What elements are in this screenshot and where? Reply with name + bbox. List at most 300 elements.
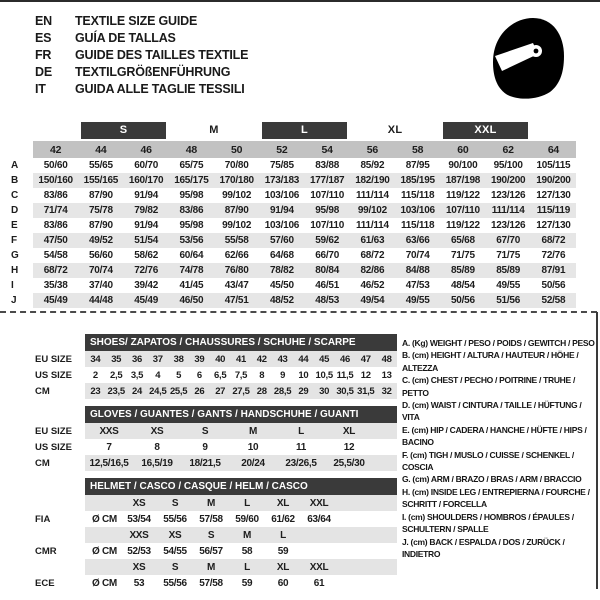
data-cell: XL [325, 423, 373, 439]
helmet-size-header: XS [121, 559, 157, 575]
data-cell: 10 [298, 369, 309, 381]
measurement-cell: 85/92 [360, 160, 385, 171]
data-cell: 37 [147, 351, 168, 367]
size-column-header: 44 [78, 141, 123, 158]
measurement-cell: 50/56 [440, 293, 485, 308]
measurement-cell: 61/63 [350, 233, 395, 248]
helmet-size-header: M [229, 527, 265, 543]
data-cell: 46 [335, 351, 356, 367]
row-label: EU SIZE [35, 423, 85, 439]
measurement-cell: 46/51 [315, 280, 340, 291]
size-group-row [3, 122, 576, 141]
data-cell: 8 [154, 441, 160, 453]
row-label-spacer [35, 495, 85, 511]
data-cell: 28 [251, 383, 272, 399]
filler-cell [337, 543, 397, 559]
data-cell: L [277, 423, 325, 439]
data-cell: 42 [251, 351, 272, 367]
measurement-cell: 87/90 [214, 203, 259, 218]
data-cell: 8 [259, 369, 265, 381]
measurement-cell: 85/89 [440, 263, 485, 278]
measurement-cell: 165/175 [169, 173, 214, 188]
data-cell: 12 [343, 441, 355, 453]
visor-pivot-dot-icon [534, 49, 539, 54]
helmet-value-row [35, 543, 397, 559]
measurement-cell: 48/54 [451, 280, 475, 291]
measurement-cell: 65/68 [440, 233, 485, 248]
helmet-value-cell: 53 [133, 577, 145, 589]
measurement-cell: 54/58 [43, 250, 68, 261]
size-group-cell [169, 122, 260, 141]
data-cell: M [229, 423, 277, 439]
legend-item: D. (cm) WAIST / CINTURA / TAILLE / HÜFTUNG / VITA [402, 400, 582, 423]
data-cell: 36 [127, 351, 148, 367]
helmet-value-cell: 60 [277, 577, 289, 589]
size-group-label: XL [387, 124, 403, 136]
unit-spacer [85, 559, 121, 575]
data-cell: 11 [296, 441, 306, 453]
table-title: GLOVES / GUANTES / GANTS / HANDSCHUHE / GUANTI [85, 406, 397, 423]
data-cell: 6 [196, 369, 202, 381]
measurement-cell: 83/86 [43, 190, 68, 201]
data-cell: 30 [314, 383, 335, 399]
size-group-cell [78, 122, 169, 141]
data-row [35, 423, 397, 439]
measurement-cell: 91/94 [134, 190, 159, 201]
measurement-cell: 60/70 [134, 160, 159, 171]
measurement-cell: 39/42 [134, 280, 159, 291]
measurement-row [3, 218, 576, 233]
measurement-row [3, 293, 576, 308]
legend-item: F. (cm) TIGH / MUSLO / CUISSE / SCHENKEL / COSCIA [402, 449, 574, 473]
size-number-row [3, 141, 576, 158]
data-cell: 23/26,5 [277, 455, 325, 471]
row-label: US SIZE [35, 439, 85, 455]
unit-spacer [85, 495, 121, 511]
measurement-cell: 119/122 [445, 220, 480, 231]
language-title: TEXTILE SIZE GUIDE [75, 14, 198, 28]
measurement-cell: 90/100 [448, 160, 478, 171]
measurement-cell: 47/50 [33, 233, 78, 248]
helmet-size-header: XL [265, 559, 301, 575]
data-cell: 4 [155, 369, 161, 381]
helmet-size-row [35, 495, 397, 511]
measurement-row [3, 233, 576, 248]
measurement-cell: 48/52 [259, 293, 304, 308]
gloves-table [35, 406, 397, 471]
helmet-value-cell: 56/57 [199, 545, 223, 557]
measurement-cell: 123/126 [490, 190, 526, 201]
data-cell: 45 [314, 351, 335, 367]
legend-item: E. (cm) HIP / CADERA / HANCHE / HÜFTE / HIPS / BACINO [402, 424, 587, 448]
data-cell: 12 [360, 369, 371, 381]
measurement-row-label: D [3, 203, 33, 218]
data-cell: 38 [168, 351, 189, 367]
helmet-value-cell: 57/58 [199, 577, 223, 589]
table-title: SHOES/ ZAPATOS / CHAUSSURES / SCHUHE / SCARPE [85, 334, 397, 351]
measurement-cell: 119/122 [445, 190, 480, 201]
language-title: GUIDE DES TAILLES TEXTILE [75, 48, 249, 62]
filler-cell [373, 439, 397, 455]
measurement-cell: 115/118 [400, 190, 435, 201]
top-border-line [0, 0, 600, 2]
measurement-cell: 111/114 [356, 220, 389, 231]
measurement-cell: 58/62 [134, 250, 159, 261]
measurement-cell: 115/119 [531, 203, 576, 218]
measurement-cell: 111/114 [486, 203, 531, 218]
language-code: DE [35, 65, 52, 79]
measurement-cell: 45/49 [33, 293, 78, 308]
measurement-row-label: I [3, 278, 33, 293]
data-cell: 9 [280, 369, 286, 381]
data-cell: 24,5 [147, 383, 168, 399]
helmet-value-cell: 61 [313, 577, 325, 589]
measurement-cell: 66/70 [315, 250, 340, 261]
size-group-spacer [33, 122, 78, 141]
helmet-value-row [35, 575, 397, 591]
language-row [35, 47, 248, 64]
size-group-spacer [531, 122, 576, 141]
measurement-cell: 83/86 [169, 203, 214, 218]
data-cell: 20/24 [229, 455, 277, 471]
helmet-size-header [301, 527, 337, 543]
size-column-header: 42 [33, 141, 78, 158]
filler-cell [337, 527, 397, 543]
measurement-cell: 84/88 [395, 263, 440, 278]
measurement-cell: 127/130 [536, 190, 571, 201]
data-cell: 32 [376, 383, 397, 399]
helmet-size-header: M [193, 495, 229, 511]
measurement-cell: 55/65 [88, 160, 113, 171]
language-list [35, 13, 248, 98]
size-column-header: 58 [395, 141, 440, 158]
legend-item: G. (cm) ARM / BRAZO / BRAS / ARM / BRACCIO [402, 474, 582, 485]
legend [402, 337, 598, 560]
data-cell: 11,5 [336, 369, 354, 381]
data-cell: XS [133, 423, 181, 439]
measurement-cell: 51/54 [124, 233, 169, 248]
helmet-size-header: M [193, 559, 229, 575]
filler-cell [337, 511, 397, 527]
unit-label: Ø CM [92, 513, 117, 525]
measurement-cell: 190/200 [486, 173, 531, 188]
helmet-value-cell: 53/54 [127, 513, 151, 525]
helmet-size-header: S [157, 495, 193, 511]
data-cell: 9 [202, 441, 208, 453]
measurement-cell: 115/118 [400, 220, 435, 231]
measurement-cell: 95/100 [493, 160, 523, 171]
measurement-cell: 67/70 [486, 233, 531, 248]
title-spacer [35, 334, 85, 351]
filler-cell [373, 423, 397, 439]
measurement-cell: 127/130 [536, 220, 571, 231]
measurement-cell: 53/56 [169, 233, 214, 248]
measurement-cell: 75/85 [270, 160, 294, 171]
row-label: CM [35, 383, 85, 399]
standard-label: FIA [35, 511, 85, 527]
language-title: GUIDA ALLE TAGLIE TESSILI [75, 82, 245, 96]
measurement-cell: 47/51 [214, 293, 259, 308]
measurement-row [3, 263, 576, 278]
row-label: EU SIZE [35, 351, 85, 367]
data-cell: 24 [127, 383, 148, 399]
helmet-size-header: XXL [301, 559, 337, 575]
measurement-cell: 80/84 [305, 263, 350, 278]
helmet-value-cell: 54/55 [163, 545, 187, 557]
measurement-cell: 91/94 [259, 203, 304, 218]
measurement-cell: 65/75 [179, 160, 204, 171]
data-cell: 12,5/16,5 [85, 455, 133, 471]
helmet-value-cell: 52/53 [127, 545, 151, 557]
measurement-cell: 103/106 [264, 220, 300, 231]
data-cell: 47 [355, 351, 376, 367]
size-column-header: 54 [305, 141, 350, 158]
measurement-cell: 85/89 [486, 263, 531, 278]
measurement-cell: 87/90 [88, 190, 113, 201]
measurement-cell: 41/45 [179, 280, 204, 291]
table-title-row [35, 478, 397, 495]
size-group-label: S [81, 122, 166, 139]
data-cell: 39 [189, 351, 210, 367]
measurement-row-label: G [3, 248, 33, 263]
size-group-cell [259, 122, 350, 141]
measurement-cell: 48/53 [305, 293, 350, 308]
measurement-cell: 49/52 [78, 233, 123, 248]
measurement-cell: 35/38 [43, 280, 68, 291]
size-column-header: 56 [350, 141, 395, 158]
row-label: US SIZE [35, 367, 85, 383]
data-cell: 26 [189, 383, 210, 399]
helmet-size-row [35, 559, 397, 575]
helmet-size-header: L [265, 527, 301, 543]
measurement-cell: 50/56 [541, 280, 566, 291]
legend-item: A. (Kg) WEIGHT / PESO / POIDS / GEWITCH / PESO [402, 338, 595, 348]
gloves-table-wrap [35, 406, 397, 471]
measurement-row [3, 203, 576, 218]
measurement-cell: 71/75 [496, 250, 521, 261]
data-cell: 27,5 [231, 383, 252, 399]
data-cell: 23 [85, 383, 106, 399]
measurement-cell: 72/76 [124, 263, 169, 278]
measurement-cell: 155/165 [78, 173, 123, 188]
measurement-cell: 49/55 [395, 293, 440, 308]
measurement-cell: 68/72 [531, 233, 576, 248]
measurement-cell: 123/126 [490, 220, 526, 231]
standard-label: CMR [35, 543, 85, 559]
helmet-table-wrap [35, 478, 397, 591]
measurement-row [3, 173, 576, 188]
row-label-spacer [35, 559, 85, 575]
measurement-cell: 71/75 [451, 250, 475, 261]
measurement-row-label: F [3, 233, 33, 248]
measurement-cell: 87/95 [405, 160, 430, 171]
filler-cell [373, 455, 397, 471]
data-row [35, 367, 397, 383]
measurement-row-label: E [3, 218, 33, 233]
measurement-cell: 64/68 [270, 250, 294, 261]
helmet-size-header: S [157, 559, 193, 575]
data-cell: 23,5 [106, 383, 127, 399]
legend-item: C. (cm) CHEST / PECHO / POITRINE / TRUHE / PETTO [402, 375, 576, 398]
measurement-cell: 70/74 [405, 250, 430, 261]
measurement-cell: 71/74 [33, 203, 78, 218]
data-cell: 31,5 [355, 383, 376, 399]
measurement-cell: 107/110 [440, 203, 485, 218]
data-cell: 2 [92, 369, 98, 381]
size-column-header: 60 [440, 141, 485, 158]
measurement-cell: 57/60 [259, 233, 304, 248]
measurement-cell: 82/86 [350, 263, 395, 278]
data-cell: 13 [381, 369, 392, 381]
racing-helmet-icon [488, 12, 568, 104]
data-cell: 10 [247, 441, 259, 453]
measurement-cell: 99/102 [222, 190, 252, 201]
helmet-value-row [35, 511, 397, 527]
measurement-cell: 150/160 [33, 173, 78, 188]
measurement-row-label: C [3, 188, 33, 203]
measurement-cell: 182/190 [350, 173, 395, 188]
helmet-value-cell [301, 543, 337, 559]
measurement-cell: 173/183 [259, 173, 304, 188]
row-label-spacer [35, 527, 85, 543]
language-row [35, 13, 248, 30]
data-cell: 7,5 [234, 369, 248, 381]
helmet-size-header: L [229, 495, 265, 511]
standard-label: ECE [35, 575, 85, 591]
measurement-cell: 45/49 [124, 293, 169, 308]
size-column-header: 48 [169, 141, 214, 158]
size-number-spacer [3, 141, 33, 158]
unit-label: Ø CM [92, 577, 117, 589]
measurement-cell: 76/80 [214, 263, 259, 278]
helmet-value-cell: 61/62 [271, 513, 295, 525]
helmet-size-header: S [193, 527, 229, 543]
helmet-value-cell: 59/60 [235, 513, 259, 525]
helmet-size-row [35, 527, 397, 543]
data-cell: 40 [210, 351, 231, 367]
measurement-cell: 74/78 [169, 263, 214, 278]
data-cell: 43 [272, 351, 293, 367]
measurement-cell: 44/48 [78, 293, 123, 308]
data-cell: 18/21,5 [181, 455, 229, 471]
measurement-cell: 70/74 [78, 263, 123, 278]
measurement-cell: 103/106 [264, 190, 300, 201]
measurement-cell: 50/60 [43, 160, 68, 171]
size-column-header: 46 [124, 141, 169, 158]
measurement-cell: 177/187 [305, 173, 350, 188]
helmet-size-header: XXL [301, 495, 337, 511]
measurement-row [3, 158, 576, 173]
helmet-value-cell: 59 [241, 577, 253, 589]
data-row [35, 383, 397, 399]
language-title: GUÍA DE TALLAS [75, 31, 176, 45]
row-label: CM [35, 455, 85, 471]
unit-label: Ø CM [92, 545, 117, 557]
measurement-cell: 56/60 [88, 250, 113, 261]
size-group-label: M [209, 124, 219, 136]
measurement-cell: 87/91 [531, 263, 576, 278]
language-title: TEXTILGRÖßENFÜHRUNG [75, 65, 231, 79]
measurement-cell: 45/50 [270, 280, 294, 291]
size-group-label: XXL [443, 122, 528, 139]
filler-cell [337, 575, 397, 591]
legend-item: J. (cm) BACK / ESPALDA / DOS / ZURÜCK / INDIETRO [402, 536, 565, 559]
data-cell: 10,5 [315, 369, 333, 381]
measurement-cell: 170/180 [214, 173, 259, 188]
helmet-value-cell: 57/58 [199, 513, 223, 525]
measurement-cell: 51/56 [486, 293, 531, 308]
measurement-row-label: J [3, 293, 33, 308]
size-group-label: L [262, 122, 347, 139]
measurement-cell: 79/82 [124, 203, 169, 218]
measurement-cell: 60/64 [179, 250, 204, 261]
data-row [35, 455, 397, 471]
measurement-cell: 111/114 [356, 190, 389, 201]
measurement-cell: 103/106 [395, 203, 440, 218]
measurement-cell: 83/88 [315, 160, 340, 171]
data-cell: 7 [106, 441, 112, 453]
size-column-header: 62 [486, 141, 531, 158]
size-group-cell [350, 122, 441, 141]
helmet-value-cell: 63/64 [307, 513, 331, 525]
data-cell: 27 [210, 383, 231, 399]
measurement-row [3, 188, 576, 203]
size-group-cell [440, 122, 531, 141]
measurement-cell: 43/47 [224, 280, 249, 291]
table-title-row [35, 334, 397, 351]
language-code: IT [35, 82, 46, 96]
measurement-cell: 46/52 [360, 280, 385, 291]
measurement-cell: 95/98 [305, 203, 350, 218]
unit-spacer [85, 527, 121, 543]
measurement-cell: 63/66 [395, 233, 440, 248]
measurement-cell: 52/58 [531, 293, 576, 308]
measurement-cell: 49/55 [496, 280, 521, 291]
measurement-cell: 46/50 [169, 293, 214, 308]
measurement-cell: 59/62 [305, 233, 350, 248]
measurement-cell: 68/72 [360, 250, 385, 261]
language-code: ES [35, 31, 52, 45]
size-column-header: 64 [531, 141, 576, 158]
dashed-divider-line [0, 311, 597, 313]
data-cell: 44 [293, 351, 314, 367]
measurement-cell: 78/82 [259, 263, 304, 278]
main-size-table [3, 122, 576, 308]
measurement-cell: 95/98 [179, 190, 204, 201]
helmet-value-cell: 55/56 [163, 513, 187, 525]
measurement-cell: 55/58 [214, 233, 259, 248]
legend-item: H. (cm) INSIDE LEG / ENTREPIERNA / FOURCHE / SCHRITT / FORCELLA [402, 486, 590, 510]
shoes-table [35, 334, 397, 399]
helmet-size-header: XL [265, 495, 301, 511]
measurement-row [3, 278, 576, 293]
title-spacer [35, 406, 85, 423]
helmet-size-header: XXS [121, 527, 157, 543]
language-code: FR [35, 48, 52, 62]
data-cell: 3,5 [130, 369, 144, 381]
language-code: EN [35, 14, 52, 28]
data-row [35, 351, 397, 367]
measurement-cell: 107/110 [310, 190, 345, 201]
data-row [35, 439, 397, 455]
measurement-cell: 68/72 [33, 263, 78, 278]
measurement-cell: 75/78 [78, 203, 123, 218]
measurement-cell: 87/90 [88, 220, 113, 231]
table-title: HELMET / CASCO / CASQUE / HELM / CASCO [85, 478, 397, 495]
measurement-cell: 62/66 [224, 250, 249, 261]
legend-item: B. (cm) HEIGHT / ALTURA / HAUTEUR / HÖHE / ALTEZZA [402, 350, 579, 373]
helmet-value-cell: 55/56 [163, 577, 187, 589]
